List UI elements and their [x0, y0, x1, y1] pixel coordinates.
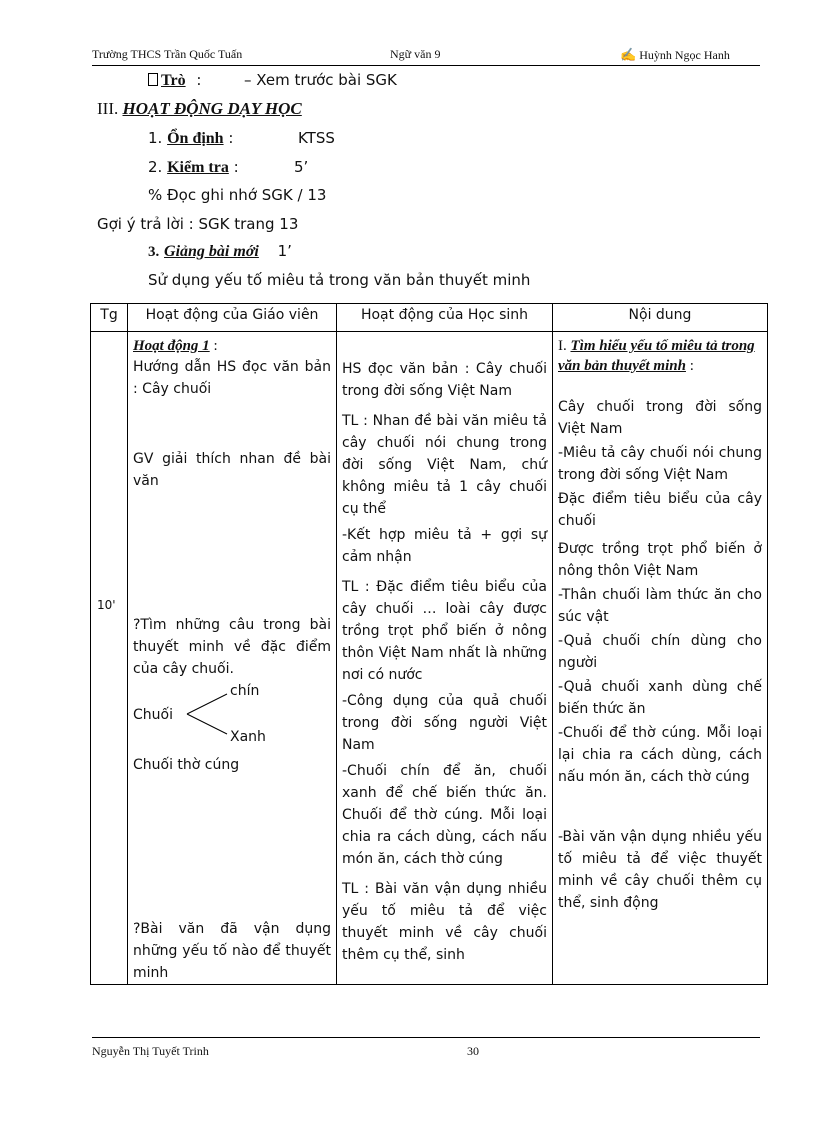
content-heading-number: I. — [558, 338, 567, 354]
item-3-number: 3. — [148, 244, 160, 260]
table-header-row — [91, 304, 768, 332]
answer-hint: Gợi ý trả lời : SGK trang 13 — [97, 215, 299, 233]
col-header-teacher: Hoạt động của Giáo viên — [128, 304, 337, 332]
tro-colon: : — [196, 71, 202, 89]
item-1 — [148, 128, 335, 149]
tro-line — [148, 70, 397, 91]
teacher-block-1: Hướng dẫn HS đọc văn bản : Cây chuối — [133, 359, 331, 397]
item-3-value: 1’ — [277, 242, 292, 260]
teacher-block-5: ?Bài văn đã vận dụng những yếu tố nào để thuyết minh — [133, 921, 331, 981]
col-header-content: Nội dung — [553, 304, 768, 332]
teacher-cell — [128, 332, 337, 985]
header-divider — [92, 65, 760, 66]
tg-value: 10' — [97, 598, 116, 612]
footer-teacher: Nguyễn Thị Tuyết Trinh — [92, 1044, 209, 1058]
item-3-label: Giảng bài mới — [164, 243, 259, 260]
item-2-label: Kiểm tra — [167, 159, 229, 176]
lesson-table — [90, 303, 768, 985]
footer-divider — [92, 1037, 760, 1038]
header-author-name: Huỳnh Ngọc Hanh — [639, 48, 730, 62]
item-2-value: 5’ — [294, 158, 309, 176]
item-2 — [148, 157, 309, 178]
header-subject: Ngữ văn 9 — [390, 47, 441, 61]
content-heading-title: Tìm hiểu yếu tố miêu tả trong văn bản thuyết minh — [558, 338, 755, 374]
chin-label: chín — [230, 683, 260, 699]
teacher-block-4: Chuối thờ cúng — [133, 757, 240, 773]
teacher-block-2: GV giải thích nhan đề bài văn — [133, 451, 331, 489]
item-1-number: 1. — [148, 129, 163, 147]
col-header-student: Hoạt động của Học sinh — [337, 304, 553, 332]
student-block-4: TL : Đặc điểm tiêu biểu của cây chuối … loài cây được trồng trọt phổ biến ở nông thôn Việt Nam nhất là những nơi có nước — [342, 579, 547, 683]
content-block-1: Cây chuối trong đời sống Việt Nam — [558, 399, 762, 437]
lesson-intro: Sử dụng yếu tố miêu tả trong văn bản thuyết minh — [148, 271, 531, 289]
item-1-value: KTSS — [298, 129, 335, 147]
content-cell — [553, 332, 768, 985]
activity-title: Hoạt động 1 — [133, 338, 210, 354]
student-block-3: -Kết hợp miêu tả + gợi sự cảm nhận — [342, 527, 547, 565]
student-block-6: -Chuối chín để ăn, chuối xanh để chế biến thức ăn. Chuối để thờ cúng. Mỗi loại chia ra cách dùng, cách nấu món ăn, cách thờ cúng — [342, 763, 547, 867]
item-1-colon: : — [228, 129, 234, 147]
content-heading-colon: : — [689, 358, 694, 374]
content-heading — [558, 336, 762, 376]
header-school: Trường THCS Trần Quốc Tuấn — [92, 47, 243, 61]
branch-lines — [185, 692, 235, 736]
header-author — [620, 47, 730, 65]
item-1-label: Ổn định — [167, 130, 224, 147]
content-block-2: -Miêu tả cây chuối nói chung trong đời sống Việt Nam — [558, 445, 762, 483]
content-block-8: -Chuối để thờ cúng. Mỗi loại lại chia ra cách dùng, cách nấu món ăn, cách thờ cúng — [558, 725, 762, 785]
item-3 — [148, 241, 292, 262]
table-row — [91, 332, 768, 985]
writing-hand-icon: ✍ — [620, 47, 637, 62]
content-block-5: -Thân chuối làm thức ăn cho súc vật — [558, 587, 762, 625]
teacher-block-3: ?Tìm những câu trong bài thuyết minh về đặc điểm của cây chuối. — [133, 617, 331, 677]
student-block-2: TL : Nhan đề bài văn miêu tả cây chuối nói chung trong đời sống Việt Nam, chứ không miêu tả 1 cây chuối cụ thể — [342, 413, 547, 517]
tg-cell — [91, 332, 128, 985]
student-block-7: TL : Bài văn vận dụng nhiều yếu tố miêu tả để việc thuyết minh về cây chuối thêm cụ thể, sinh — [342, 881, 547, 963]
item-2-colon: : — [233, 158, 239, 176]
chuoi-diagram — [133, 680, 331, 748]
student-block-5: -Công dụng của quả chuối trong đời sống người Việt Nam — [342, 693, 547, 753]
footer-page-number: 30 — [467, 1044, 479, 1058]
tro-text: – Xem trước bài SGK — [244, 71, 397, 89]
activity-heading — [133, 336, 331, 356]
xanh-label: Xanh — [230, 729, 266, 745]
student-block-1: HS đọc văn bản : Cây chuối trong đời sống Việt Nam — [342, 361, 547, 399]
section-heading — [97, 99, 302, 119]
content-block-9: -Bài văn vận dụng nhiều yếu tố miêu tả để việc thuyết minh về cây chuối thêm cụ thể, sinh động — [558, 829, 762, 911]
chuoi-label: Chuối — [133, 707, 173, 723]
item-2-number: 2. — [148, 158, 163, 176]
section-title: HOẠT ĐỘNG DẠY HỌC — [122, 99, 302, 118]
col-header-tg: Tg — [91, 304, 128, 332]
item-2-question: % Đọc ghi nhớ SGK / 13 — [148, 186, 327, 204]
activity-colon: : — [213, 338, 218, 354]
checkbox-icon — [148, 73, 158, 86]
content-block-4: Được trồng trọt phổ biến ở nông thôn Việt Nam — [558, 541, 762, 579]
student-cell — [337, 332, 553, 985]
content-block-7: -Quả chuối xanh dùng chế biến thức ăn — [558, 679, 762, 717]
tro-label: Trò — [161, 72, 186, 89]
section-number: III. — [97, 99, 119, 118]
content-block-3: Đặc điểm tiêu biểu của cây chuối — [558, 491, 762, 529]
content-block-6: -Quả chuối chín dùng cho người — [558, 633, 762, 671]
